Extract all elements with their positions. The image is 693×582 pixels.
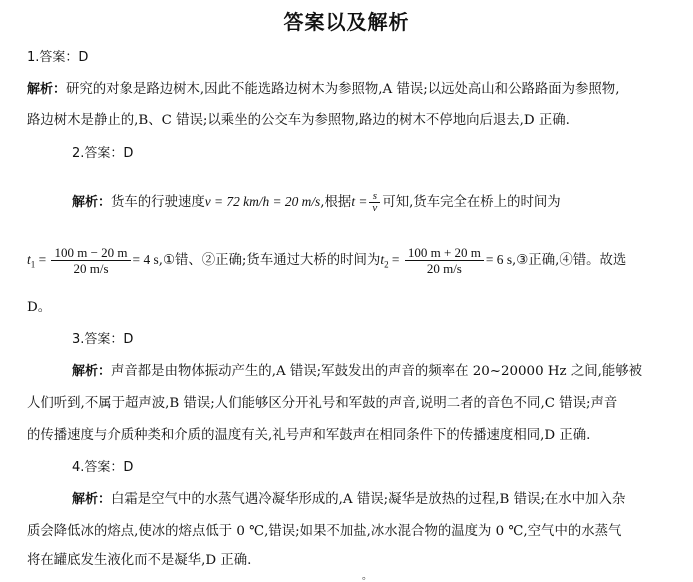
q2-analysis-label: 解析： xyxy=(72,195,112,210)
q4-analysis-text1: 白霜是空气中的水蒸气遇冷凝华形成的,A 错误;凝华是放热的过程,B 错误;在水中加入杂 xyxy=(111,492,626,507)
q1-analysis-line2: 路边树木是静止的,B、C 错误;以乘坐的公交车为参照物,路边的树木不停地向后退去,D 正确. xyxy=(27,113,570,128)
q2-t1-den: 20 m/s xyxy=(73,261,109,276)
q2-answer: 2.答案：D xyxy=(72,146,134,161)
page-title: 答案以及解析 xyxy=(283,10,410,34)
q2-text-b: ,根据 xyxy=(320,195,352,210)
footer-mark: 。 xyxy=(362,571,372,582)
q3-analysis-label: 解析： xyxy=(72,364,112,379)
q4-analysis-line3: 将在罐底发生液化而不是凝华,D 正确. xyxy=(27,553,252,568)
q2-t1-result: = 4 s xyxy=(132,252,159,267)
q2-t2-fraction xyxy=(405,245,484,276)
q1-analysis-text1: 研究的对象是路边树木,因此不能选路边树木为参照物,A 错误;以远处高山和公路路面为参照物, xyxy=(66,82,620,97)
q1-analysis-line1 xyxy=(27,80,619,100)
q3-answer: 3.答案：D xyxy=(72,332,134,347)
q4-analysis-label: 解析： xyxy=(72,492,112,507)
q2-t2-den: 20 m/s xyxy=(426,261,462,276)
q4-analysis-line2: 质会降低冰的熔点,使冰的熔点低于 0 ℃,错误;如果不加盐,冰水混合物的温度为 0 ℃,空气中的水蒸气 xyxy=(27,524,622,539)
q2-text-c: 可知,货车完全在桥上的时间为 xyxy=(382,195,561,210)
q2-analysis-line1 xyxy=(72,187,561,218)
q2-analysis-line2: $t_1$ = $\frac{100 m - 20 m}{20 m/s}$ = 4 s,①错、②正确;货车通过大桥的时间为$t_2$ = $\frac{100 m + 20 m}{20 m/s}$ = 6 s,③正确,④错。故选 xyxy=(27,245,627,276)
q3-analysis-text1: 声音都是由物体振动产生的,A 错误;军鼓发出的声音的频率在 20~20000 Hz 之间,能够被 xyxy=(111,364,643,379)
q2-analysis-line3: D。 xyxy=(27,300,52,315)
q4-answer: 4.答案：D xyxy=(72,460,134,475)
q2-t1-num: 100 m − 20 m xyxy=(51,245,130,261)
q2-frac-den: v xyxy=(372,202,378,214)
q2-t2-num: 100 m + 20 m xyxy=(405,245,484,261)
q4-analysis-line1 xyxy=(72,490,625,510)
q2-t1-fraction xyxy=(51,245,130,276)
q2-t2-result: = 6 s xyxy=(485,252,513,267)
q1-analysis-label: 解析： xyxy=(27,82,67,97)
q2-t-var: t = xyxy=(351,194,368,209)
q2-formula-fraction xyxy=(369,191,380,214)
q2-text-a: 货车的行驶速度 xyxy=(111,195,205,210)
q2-t2-var: t xyxy=(380,252,385,267)
q2-t1-var: t xyxy=(27,252,31,267)
q2-text-d: ,①错、②正确;货车通过大桥的时间为 xyxy=(158,253,381,268)
q2-t1-sub: 1 xyxy=(30,259,36,270)
q2-frac-num: s xyxy=(369,191,380,203)
q3-analysis-line2: 人们听到,不属于超声波,B 错误;人们能够区分开礼号和军鼓的声音,说明二者的音色不同,C 错误;声音 xyxy=(27,396,618,411)
q2-velocity-expr: v = 72 km/h = 20 m/s xyxy=(204,194,321,209)
q1-answer: 1.答案：D xyxy=(27,50,89,65)
q3-analysis-line3: 的传播速度与介质种类和介质的温度有关,礼号声和军鼓声在相同条件下的传播速度相同,D 正确. xyxy=(27,428,591,443)
q2-text-e: ,③正确,④错。故选 xyxy=(512,253,627,268)
q3-analysis-line1 xyxy=(72,362,642,382)
q2-t2-sub: 2 xyxy=(384,259,389,270)
